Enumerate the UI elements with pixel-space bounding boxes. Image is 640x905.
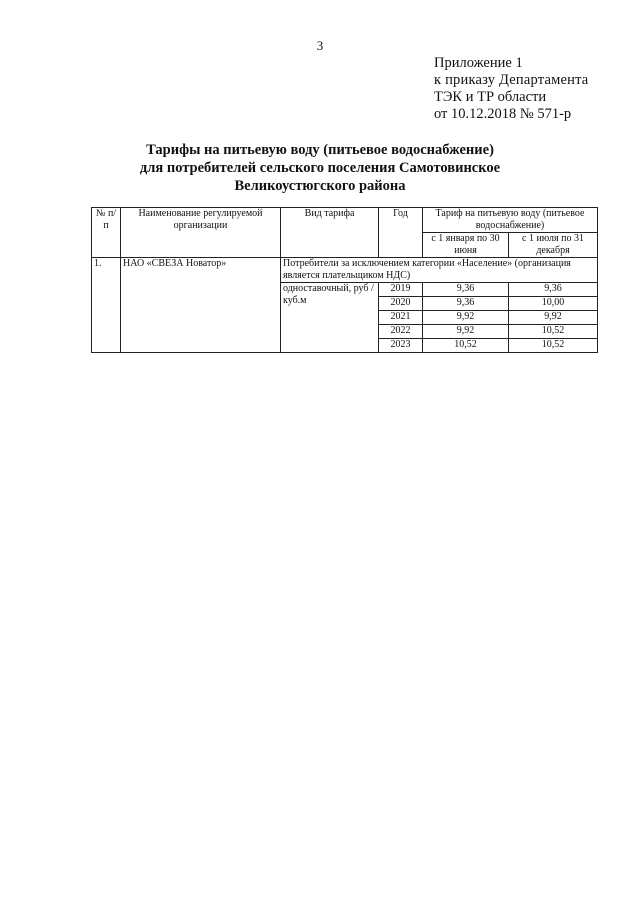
tariff-h2-cell: 9,92 [509, 311, 598, 325]
header-year: Год [379, 208, 423, 258]
tariff-h1-cell: 9,36 [423, 283, 509, 297]
tariff-h1-cell: 9,36 [423, 297, 509, 311]
header-period-1: с 1 января по 30 июня [423, 233, 509, 258]
tariff-table [91, 207, 598, 353]
tariff-h1-cell: 9,92 [423, 325, 509, 339]
year-cell: 2020 [379, 297, 423, 311]
appendix-line-1: Приложение 1 [434, 55, 523, 71]
tariff-h2-cell: 10,52 [509, 339, 598, 353]
tariff-h2-cell: 10,52 [509, 325, 598, 339]
header-period-2: с 1 июля по 31 декабря [509, 233, 598, 258]
title-line-2: для потребителей сельского поселения Самотовинское [139, 160, 501, 176]
page-number: 3 [316, 38, 324, 53]
appendix-line-3: ТЭК и ТР области [434, 89, 547, 105]
row-organization: НАО «СВЕЗА Новатор» [121, 258, 281, 353]
header-num: № п/п [92, 208, 121, 258]
title-line-1: Тарифы на питьевую воду (питьевое водоснабжение) [146, 142, 494, 158]
row-num: 1. [92, 258, 121, 353]
header-tariff: Тариф на питьевую воду (питьевое водоснабжение) [423, 208, 598, 233]
title-line-3: Великоустюгского района [234, 178, 406, 194]
year-cell: 2021 [379, 311, 423, 325]
appendix-block [434, 55, 634, 123]
row-consumers: Потребители за исключением категории «Население» (организация является плательщиком НДС) [281, 258, 598, 283]
header-tariff-type: Вид тарифа [281, 208, 379, 258]
header-organization: Наименование регулируемой организации [121, 208, 281, 258]
year-cell: 2019 [379, 283, 423, 297]
tariff-h2-cell: 9,36 [509, 283, 598, 297]
appendix-line-4: от 10.12.2018 № 571-р [434, 106, 572, 122]
tariff-h1-cell: 9,92 [423, 311, 509, 325]
year-cell: 2022 [379, 325, 423, 339]
appendix-line-2: к приказу Департамента [434, 72, 589, 88]
year-cell: 2023 [379, 339, 423, 353]
tariff-h1-cell: 10,52 [423, 339, 509, 353]
row-tariff-type: одноставочный, руб /куб.м [281, 283, 379, 353]
document-title [60, 141, 580, 195]
tariff-h2-cell: 10,00 [509, 297, 598, 311]
